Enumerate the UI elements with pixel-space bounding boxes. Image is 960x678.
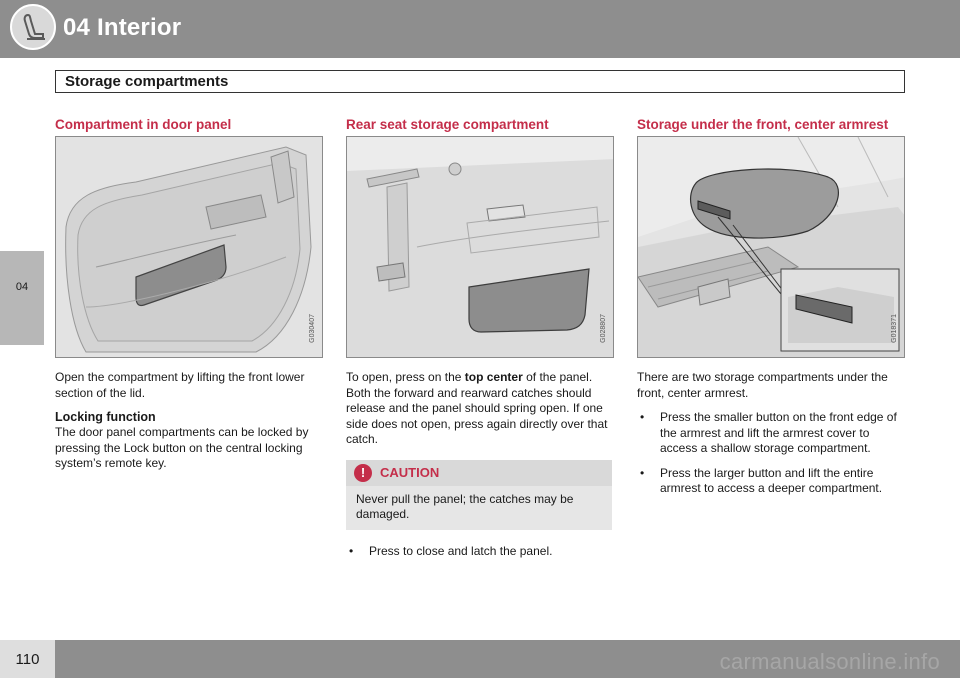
warning-icon: ! bbox=[354, 464, 372, 482]
list-item-text: Press the smaller button on the front edge of the armrest and lift the armrest cover to access a shallow storage compartment. bbox=[660, 410, 897, 455]
list-item-text: Press to close and latch the panel. bbox=[369, 543, 553, 558]
armrest-figure bbox=[637, 136, 905, 358]
rear-seat-figure-code: G028807 bbox=[600, 314, 607, 343]
rear-seat-figure bbox=[346, 136, 614, 358]
page-number: 110 bbox=[15, 651, 40, 668]
chapter-side-tab[interactable] bbox=[0, 251, 44, 345]
bullet-icon: • bbox=[640, 410, 645, 424]
armrest-illustration bbox=[638, 137, 905, 358]
caution-title: CAUTION bbox=[380, 464, 440, 480]
watermark: carmanualsonline.info bbox=[719, 649, 940, 674]
rear-seat-illustration bbox=[347, 137, 614, 358]
list-item bbox=[637, 410, 905, 457]
door-panel-text bbox=[55, 370, 323, 472]
seat-icon bbox=[10, 4, 56, 50]
column-door-panel bbox=[55, 117, 323, 472]
chapter-title: 04 Interior bbox=[63, 14, 182, 41]
bullet-icon: • bbox=[640, 465, 645, 480]
door-panel-body: Open the compartment by lifting the front lower section of the lid. bbox=[55, 370, 305, 400]
door-panel-heading: Compartment in door panel bbox=[55, 117, 232, 132]
armrest-heading: Storage under the front, center armrest bbox=[637, 117, 889, 132]
caution-body: Never pull the panel; the catches may be damaged. bbox=[356, 491, 574, 521]
side-tab-label: 04 bbox=[15, 281, 29, 293]
caution-header bbox=[346, 460, 612, 486]
list-item-text: Press the larger button and lift the entire armrest to access a deeper compartment. bbox=[660, 465, 883, 495]
rear-seat-body-pre: To open, press on the bbox=[346, 370, 465, 384]
column-rear-seat bbox=[346, 117, 614, 559]
locking-function-heading: Locking function bbox=[55, 410, 156, 424]
section-title: Storage compartments bbox=[65, 73, 229, 90]
rear-seat-text bbox=[346, 370, 614, 448]
locking-function-body: The door panel compartments can be locked by pressing the Lock button on the central locking system’s remote key. bbox=[55, 425, 309, 470]
column-armrest bbox=[637, 117, 905, 497]
door-panel-figure-code: G030407 bbox=[309, 314, 316, 343]
list-item bbox=[346, 544, 614, 560]
armrest-figure-code: G018371 bbox=[891, 314, 898, 343]
armrest-text bbox=[637, 370, 905, 497]
caution-box bbox=[346, 460, 612, 530]
rear-seat-heading: Rear seat storage compartment bbox=[346, 117, 549, 132]
bullet-icon: • bbox=[349, 543, 354, 558]
rear-seat-body bbox=[346, 370, 614, 448]
list-item bbox=[637, 466, 905, 497]
chapter-header-bar bbox=[0, 0, 960, 58]
rear-seat-body-post: of the panel. Both the forward and rearward catches should release and the panel should spring open. If one side does not open, press again directly over that catch. bbox=[346, 370, 608, 446]
door-panel-figure bbox=[55, 136, 323, 358]
door-panel-illustration bbox=[56, 137, 323, 358]
armrest-body: There are two storage compartments under the front, center armrest. bbox=[637, 370, 888, 400]
rear-seat-body-bold: top center bbox=[464, 370, 523, 384]
section-title-box bbox=[55, 70, 905, 93]
